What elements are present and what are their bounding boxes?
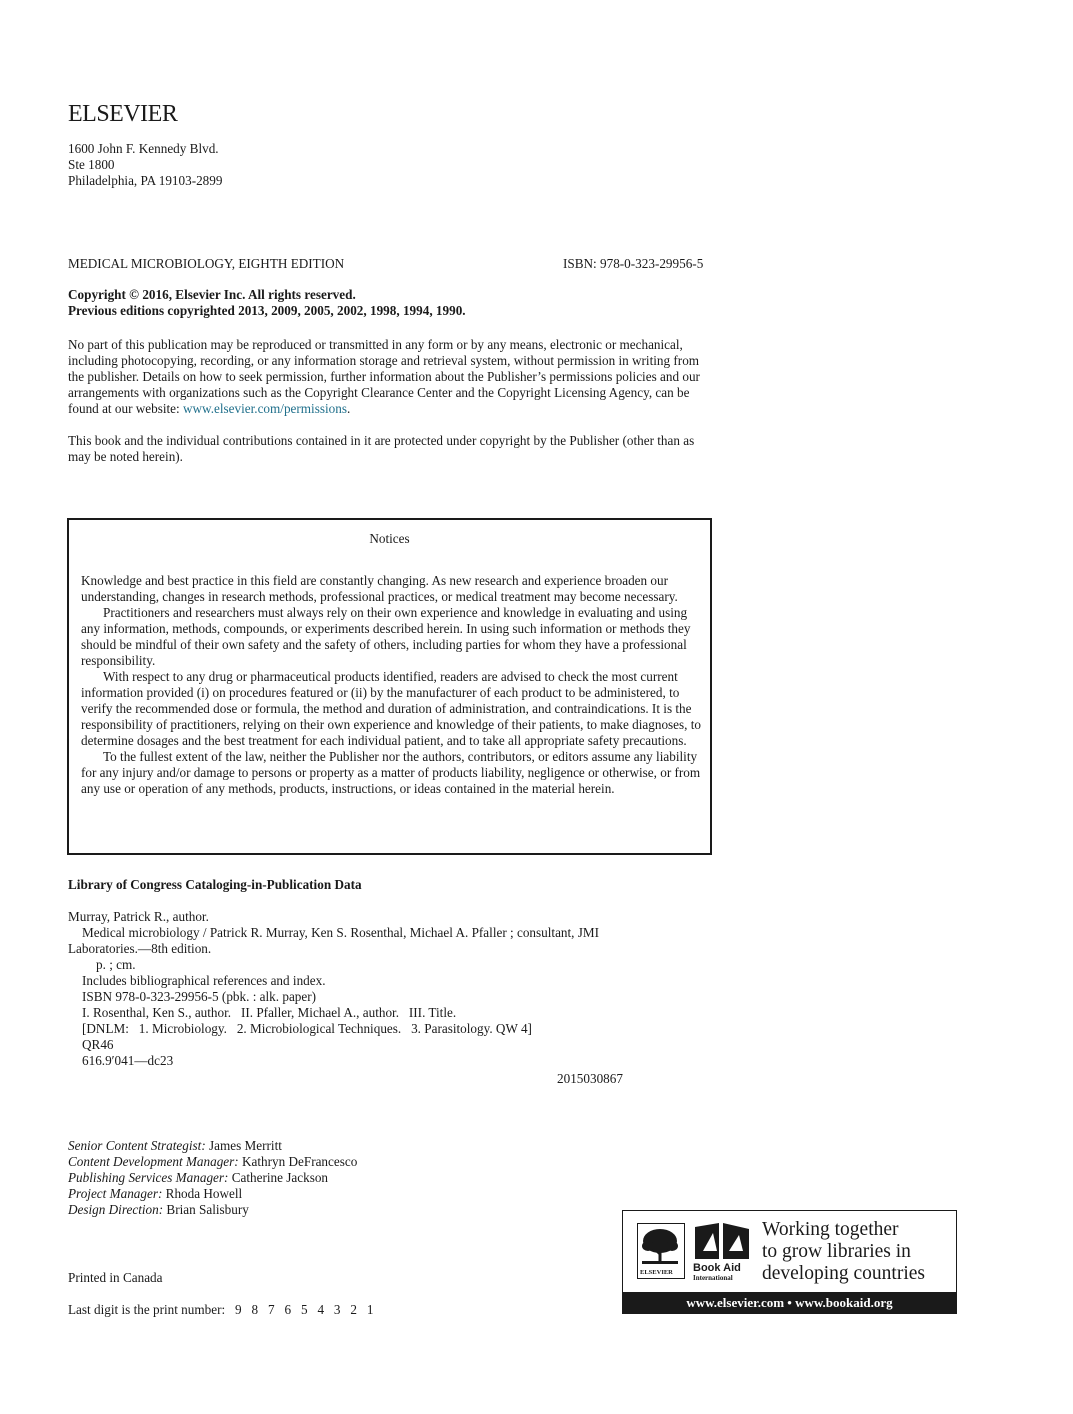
credit-role: Design Direction:: [68, 1202, 164, 1217]
cip-line: Murray, Patrick R., author.: [68, 909, 209, 924]
isbn: ISBN: 978-0-323-29956-5: [563, 256, 704, 271]
previous-editions-line: Previous editions copyrighted 2013, 2009, 2005, 2002, 1998, 1994, 1990.: [68, 303, 466, 318]
permissions-link[interactable]: www.elsevier.com/permissions: [183, 401, 347, 416]
slogan-line: to grow libraries in: [762, 1241, 911, 1262]
cip-line: p. ; cm.: [96, 957, 136, 972]
credit-line: [68, 1186, 357, 1202]
cip-line: Includes bibliographical references and index.: [82, 973, 326, 988]
credit-role: Content Development Manager:: [68, 1154, 239, 1169]
bookaid-urls[interactable]: www.elsevier.com • www.bookaid.org: [623, 1292, 956, 1313]
credit-line: [68, 1170, 357, 1186]
credit-name: Brian Salisbury: [163, 1202, 249, 1217]
credit-name: Catherine Jackson: [228, 1170, 329, 1185]
printed-in: Printed in Canada: [68, 1270, 163, 1285]
address-line: Philadelphia, PA 19103-2899: [68, 173, 223, 188]
notices-box: [67, 518, 712, 855]
notices-body: [81, 573, 703, 797]
notices-title: Notices: [369, 531, 410, 546]
publisher-logo: ELSEVIER: [68, 101, 178, 127]
bookaid-logo-icon: [693, 1221, 753, 1283]
notice-paragraph: Knowledge and best practice in this field are constantly changing. As new research and experience broaden our understanding, changes in research methods, professional practices, or medical treatment may become necessary.: [81, 573, 678, 604]
cip-line: Medical microbiology / Patrick R. Murray, Ken S. Rosenthal, Michael A. Pfaller ; consultant, JMI: [82, 925, 600, 940]
cip-line: I. Rosenthal, Ken S., author. II. Pfaller, Michael A., author. III. Title.: [82, 1005, 457, 1020]
credit-role: Senior Content Strategist:: [68, 1138, 206, 1153]
copyright-block: [68, 287, 466, 319]
credit-role: Publishing Services Manager:: [68, 1170, 229, 1185]
credit-line: [68, 1202, 357, 1218]
cip-line: ISBN 978-0-323-29956-5 (pbk. : alk. paper): [82, 989, 317, 1004]
slogan-line: Working together: [762, 1219, 899, 1240]
credit-name: James Merritt: [205, 1138, 282, 1153]
cip-line: Laboratories.—8th edition.: [68, 941, 212, 956]
credits: [68, 1138, 357, 1218]
credit-line: [68, 1154, 357, 1170]
permissions-end: .: [346, 401, 351, 416]
permissions-paragraph: [68, 337, 718, 417]
elsevier-tree-logo-icon: [637, 1223, 685, 1279]
slogan-line: developing countries: [762, 1263, 925, 1284]
bookaid-badge-top: [623, 1211, 956, 1293]
elsevier-mark-label: ELSEVIER: [640, 1269, 673, 1276]
permissions-text: No part of this publication may be reproduced or transmitted in any form or by any means, electronic or mechanical, including photocopying, recording, or any information storage and retrieval system, without permission in writing from the publisher. Details on how to seek permission, further information about the Publisher’s permissions policies and our arrangements with organizations such as the Copyright Clearance Center and the Copyright Licensing Agency, can be found at our website:: [68, 337, 700, 416]
copyright-line: Copyright © 2016, Elsevier Inc. All rights reserved.: [68, 287, 356, 302]
cip-record: [68, 909, 668, 1069]
address-line: Ste 1800: [68, 157, 115, 172]
credit-name: Rhoda Howell: [162, 1186, 243, 1201]
book-title: MEDICAL MICROBIOLOGY, EIGHTH EDITION: [68, 256, 345, 271]
cip-control-number: 2015030867: [557, 1071, 623, 1086]
notice-paragraph: With respect to any drug or pharmaceutical products identified, readers are advised to check the most current information provided (i) on procedures featured or (ii) by the manufacturer of each product to be administered, to verify the recommended dose or formula, the method and duration of administration, and contraindications. It is the responsibility of practitioners, relying on their own experience and knowledge of their patients, to make diagnoses, to determine dosages and the best treatment for each individual patient, and to take all appropriate safety precautions.: [81, 669, 702, 748]
cip-heading: Library of Congress Cataloging-in-Publication Data: [68, 877, 362, 892]
cip-line: QR46: [82, 1037, 114, 1052]
print-number-line: Last digit is the print number: 9 8 7 6 5 4 3 2 1: [68, 1302, 374, 1317]
bookaid-badge: [622, 1210, 957, 1314]
cip-line: 616.9′041—dc23: [82, 1053, 174, 1068]
protection-paragraph: This book and the individual contributions contained in it are protected under copyright by the Publisher (other than as may be noted herein).: [68, 433, 695, 464]
bookaid-mark-label: Book Aid: [693, 1262, 741, 1274]
credit-line: [68, 1138, 357, 1154]
notice-paragraph: Practitioners and researchers must always rely on their own experience and knowledge in evaluating and using any information, methods, compounds, or experiments described herein. In using such information or methods they should be mindful of their own safety and the safety of others, including parties for whom they have a professional responsibility.: [81, 605, 691, 668]
bookaid-slogan: [762, 1219, 925, 1285]
credit-role: Project Manager:: [68, 1186, 163, 1201]
publisher-address: [68, 141, 222, 189]
bookaid-mark-sublabel: International: [693, 1274, 733, 1282]
address-line: 1600 John F. Kennedy Blvd.: [68, 141, 219, 156]
credit-name: Kathryn DeFrancesco: [238, 1154, 358, 1169]
cip-line: [DNLM: 1. Microbiology. 2. Microbiological Techniques. 3. Parasitology. QW 4]: [82, 1021, 532, 1036]
notice-paragraph: To the fullest extent of the law, neither the Publisher nor the authors, contributors, or editors assume any liability for any injury and/or damage to persons or property as a matter of products liability, negligence or otherwise, or from any use or operation of any methods, products, instructions, or ideas contained in the material herein.: [81, 749, 701, 796]
